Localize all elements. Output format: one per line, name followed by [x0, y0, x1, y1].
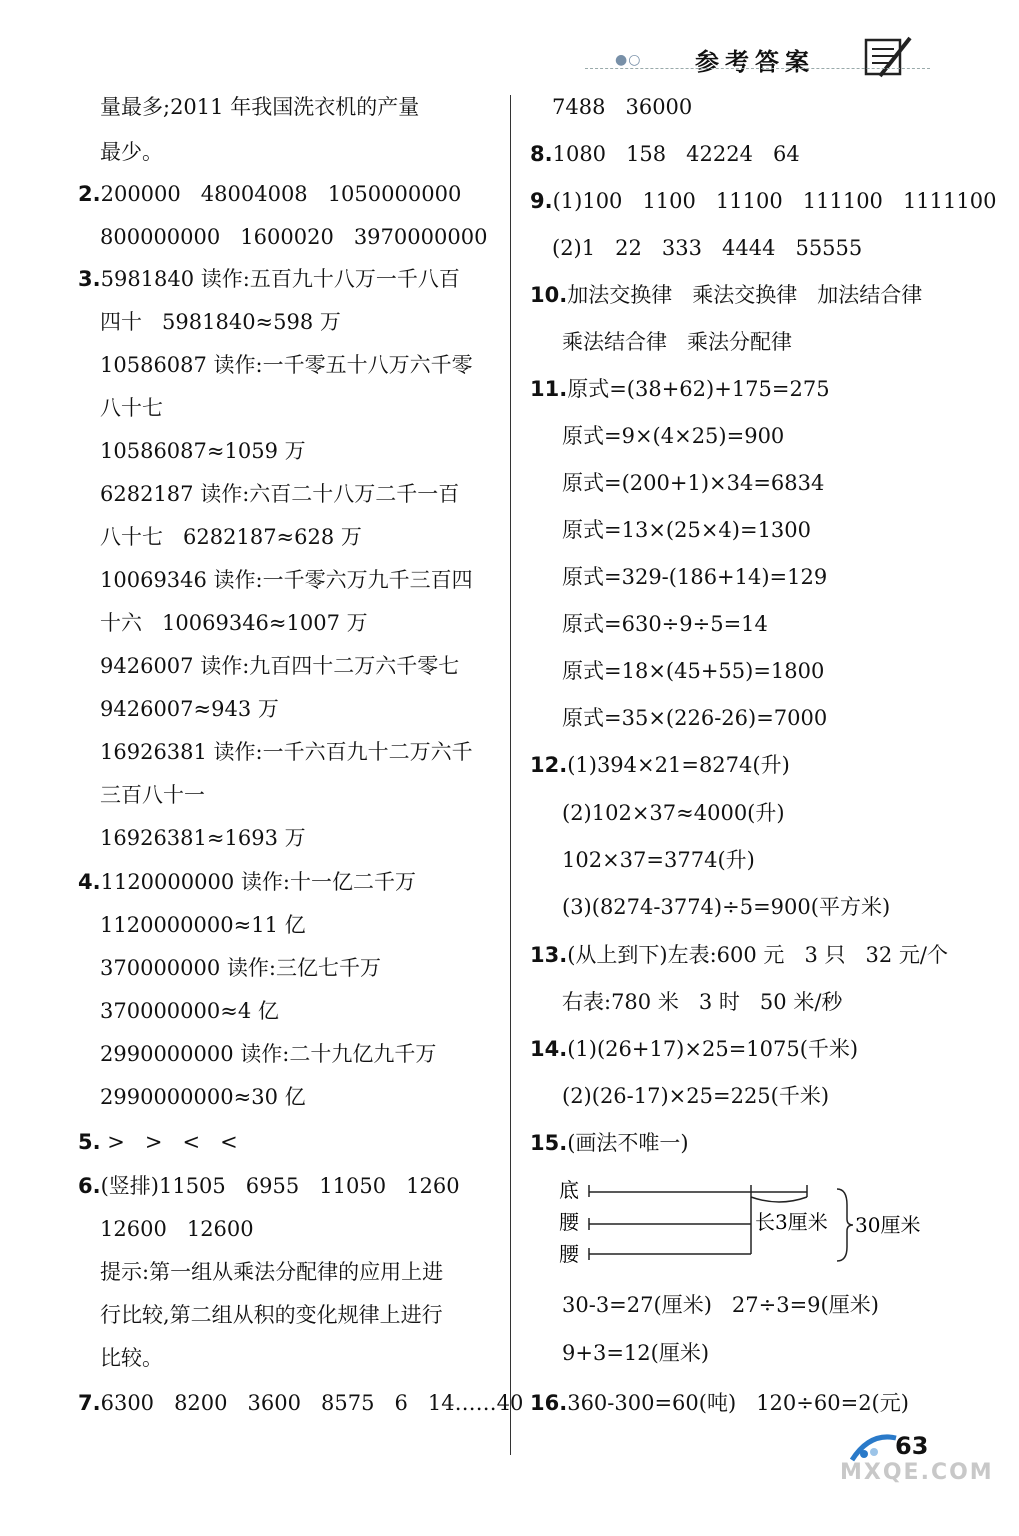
- answer-text: 原式=13×(25×4)=1300: [562, 518, 812, 542]
- diff-label: 长3厘米: [755, 1210, 828, 1234]
- question-number: 13.: [530, 943, 568, 967]
- left-line: [100, 92, 419, 122]
- question-number: 15.: [530, 1131, 568, 1155]
- answer-text: 原式=35×(226-26)=7000: [562, 706, 828, 730]
- left-line: [100, 350, 473, 380]
- answer-text: 102×37=3774(升): [562, 848, 755, 872]
- answer-text: 9426007 读作:九百四十二万六千零七: [100, 654, 460, 678]
- answer-text: 原式=(38+62)+175=275: [567, 377, 830, 401]
- right-line: [530, 1388, 909, 1418]
- right-line: [530, 1034, 858, 1064]
- right-line: [562, 609, 768, 639]
- answer-text: 6282187 读作:六百二十八万二千一百: [100, 482, 460, 506]
- answer-text: (竖排)11505 6955 11050 1260: [100, 1174, 460, 1198]
- left-line: [100, 222, 487, 252]
- answer-text: 16926381≈1693 万: [100, 826, 306, 850]
- left-line: [100, 522, 362, 552]
- question-number: 7.: [78, 1391, 101, 1415]
- right-line: [530, 940, 948, 970]
- right-line: [530, 750, 790, 780]
- answer-text: 1120000000 读作:十一亿二千万: [100, 870, 416, 894]
- left-line: [100, 780, 205, 810]
- answer-text: 10586087 读作:一千零五十八万六千零: [100, 353, 473, 377]
- answer-text: (3)(8274-3774)÷5=900(平方米): [562, 895, 891, 919]
- question-number: 4.: [78, 870, 101, 894]
- right-line: [562, 892, 890, 922]
- answer-text: 16926381 读作:一千六百九十二万六千: [100, 740, 473, 764]
- question-number: 6.: [78, 1174, 101, 1198]
- right-line: [562, 987, 842, 1017]
- answer-text: 9426007≈943 万: [100, 697, 279, 721]
- left-line: [100, 1214, 254, 1244]
- question-number: 14.: [530, 1037, 568, 1061]
- column-divider: [510, 95, 511, 1455]
- answer-text: 360-300=60(吨) 120÷60=2(元): [567, 1391, 909, 1415]
- left-line: [78, 1388, 523, 1418]
- answer-text: 1080 158 42224 64: [552, 142, 800, 166]
- answer-text: 提示:第一组从乘法分配律的应用上进: [100, 1260, 444, 1284]
- left-line: [100, 996, 279, 1026]
- answer-text: 十六 10069346≈1007 万: [100, 611, 368, 635]
- answer-text: 行比较,第二组从积的变化规律上进行: [100, 1303, 443, 1327]
- left-line: [78, 1127, 238, 1157]
- answer-text: (1)(26+17)×25=1075(千米): [567, 1037, 859, 1061]
- left-line: [100, 393, 163, 423]
- right-line: [562, 421, 784, 451]
- right-line: [530, 280, 922, 310]
- question-number: 5.: [78, 1130, 101, 1154]
- left-line: [100, 137, 163, 167]
- question-number: 16.: [530, 1391, 568, 1415]
- answer-text: 原式=9×(4×25)=900: [562, 424, 785, 448]
- right-line: [530, 1128, 689, 1158]
- left-line: [78, 1171, 460, 1201]
- right-line: [530, 139, 800, 169]
- question-number: 12.: [530, 753, 568, 777]
- watermark: MXQE.COM: [840, 1460, 994, 1485]
- question-number: 8.: [530, 142, 553, 166]
- page-header: [575, 38, 945, 78]
- question-number: 2.: [78, 182, 101, 206]
- left-line: [100, 1257, 443, 1287]
- left-line: [100, 479, 459, 509]
- answer-text: 6300 8200 3600 8575 6 14……40: [100, 1391, 524, 1415]
- answer-text: 量最多;2011 年我国洗衣机的产量: [100, 95, 420, 119]
- left-line: [100, 953, 381, 983]
- label-base: 底: [559, 1178, 579, 1202]
- answer-text: 370000000≈4 亿: [100, 999, 279, 1023]
- answer-text: 12600 12600: [100, 1217, 254, 1241]
- left-line: [100, 565, 473, 595]
- answer-text: 200000 48004008 1050000000: [100, 182, 462, 206]
- answer-text: 10586087≈1059 万: [100, 439, 306, 463]
- right-line: [562, 845, 755, 875]
- left-line: [100, 1300, 443, 1330]
- label-leg-2: 腰: [559, 1242, 579, 1265]
- left-line: [100, 737, 473, 767]
- left-line: [100, 436, 306, 466]
- answer-text: 1120000000≈11 亿: [100, 913, 306, 937]
- question-number: 9.: [530, 189, 553, 213]
- left-line: [100, 307, 341, 337]
- header-rule: [585, 68, 930, 69]
- answer-text: 三百八十一: [100, 783, 205, 807]
- answer-text: (2)102×37≈4000(升): [562, 801, 785, 825]
- answer-text: 八十七 6282187≈628 万: [100, 525, 362, 549]
- label-leg-1: 腰: [559, 1210, 579, 1234]
- left-line: [100, 694, 279, 724]
- answer-text: 7488 36000: [552, 95, 693, 119]
- left-line: [100, 1039, 436, 1069]
- answer-text: 30-3=27(厘米) 27÷3=9(厘米): [562, 1293, 879, 1317]
- right-line: [552, 233, 862, 263]
- header-dots: ●○: [615, 52, 642, 68]
- answer-text: 5981840 读作:五百九十八万一千八百: [100, 267, 460, 291]
- answer-text: 最少。: [100, 140, 163, 164]
- right-line: [562, 562, 827, 592]
- answer-text: 四十 5981840≈598 万: [100, 310, 341, 334]
- answer-text: 原式=18×(45+55)=1800: [562, 659, 825, 683]
- left-line: [78, 867, 416, 897]
- right-line: [562, 515, 811, 545]
- left-line: [100, 823, 306, 853]
- right-line: [552, 92, 692, 122]
- answer-text: 2990000000 读作:二十九亿九千万: [100, 1042, 437, 1066]
- pencil-book-icon: [860, 32, 920, 80]
- total-label: 30厘米: [855, 1213, 921, 1237]
- left-line: [100, 1082, 306, 1112]
- right-line: [562, 703, 827, 733]
- right-line: [562, 798, 785, 828]
- answer-text: (2)1 22 333 4444 55555: [552, 236, 863, 260]
- segment-diagram: [555, 1175, 935, 1265]
- question-number: 10.: [530, 283, 568, 307]
- left-line: [78, 264, 460, 294]
- left-line: [100, 910, 306, 940]
- right-line: [562, 656, 824, 686]
- right-line: [562, 327, 792, 357]
- answer-text: 八十七: [100, 396, 163, 420]
- left-line: [100, 1343, 163, 1373]
- answer-text: 10069346 读作:一千零六万九千三百四: [100, 568, 473, 592]
- header-title: 参考答案: [695, 48, 815, 76]
- answer-text: (画法不唯一): [567, 1131, 689, 1155]
- answer-text: 2990000000≈30 亿: [100, 1085, 306, 1109]
- answer-text: 比较。: [100, 1346, 163, 1370]
- answer-text: (2)(26-17)×25=225(千米): [562, 1084, 830, 1108]
- answer-text: 右表:780 米 3 时 50 米/秒: [562, 990, 843, 1014]
- right-line: [562, 1338, 709, 1368]
- answer-text: 原式=(200+1)×34=6834: [562, 471, 825, 495]
- answer-text: 乘法结合律 乘法分配律: [562, 330, 793, 354]
- answer-text: > > < <: [100, 1130, 238, 1154]
- right-line: [530, 374, 830, 404]
- answer-text: 800000000 1600020 3970000000: [100, 225, 488, 249]
- page-number: 63: [895, 1432, 929, 1460]
- right-line: [562, 1081, 829, 1111]
- question-number: 11.: [530, 377, 568, 401]
- answer-text: (从上到下)左表:600 元 3 只 32 元/个: [567, 943, 948, 967]
- answer-text: 370000000 读作:三亿七千万: [100, 956, 381, 980]
- answer-text: 原式=329-(186+14)=129: [562, 565, 828, 589]
- question-number: 3.: [78, 267, 101, 291]
- left-line: [100, 651, 459, 681]
- answer-text: 加法交换律 乘法交换律 加法结合律: [567, 283, 923, 307]
- answer-text: 9+3=12(厘米): [562, 1341, 710, 1365]
- left-line: [78, 179, 461, 209]
- answer-text: (1)394×21=8274(升): [567, 753, 790, 777]
- right-line: [562, 468, 824, 498]
- right-line: [530, 186, 996, 216]
- left-line: [100, 608, 368, 638]
- answer-text: 原式=630÷9÷5=14: [562, 612, 768, 636]
- answer-text: (1)100 1100 11100 111100 1111100: [552, 189, 997, 213]
- right-line: [562, 1290, 879, 1320]
